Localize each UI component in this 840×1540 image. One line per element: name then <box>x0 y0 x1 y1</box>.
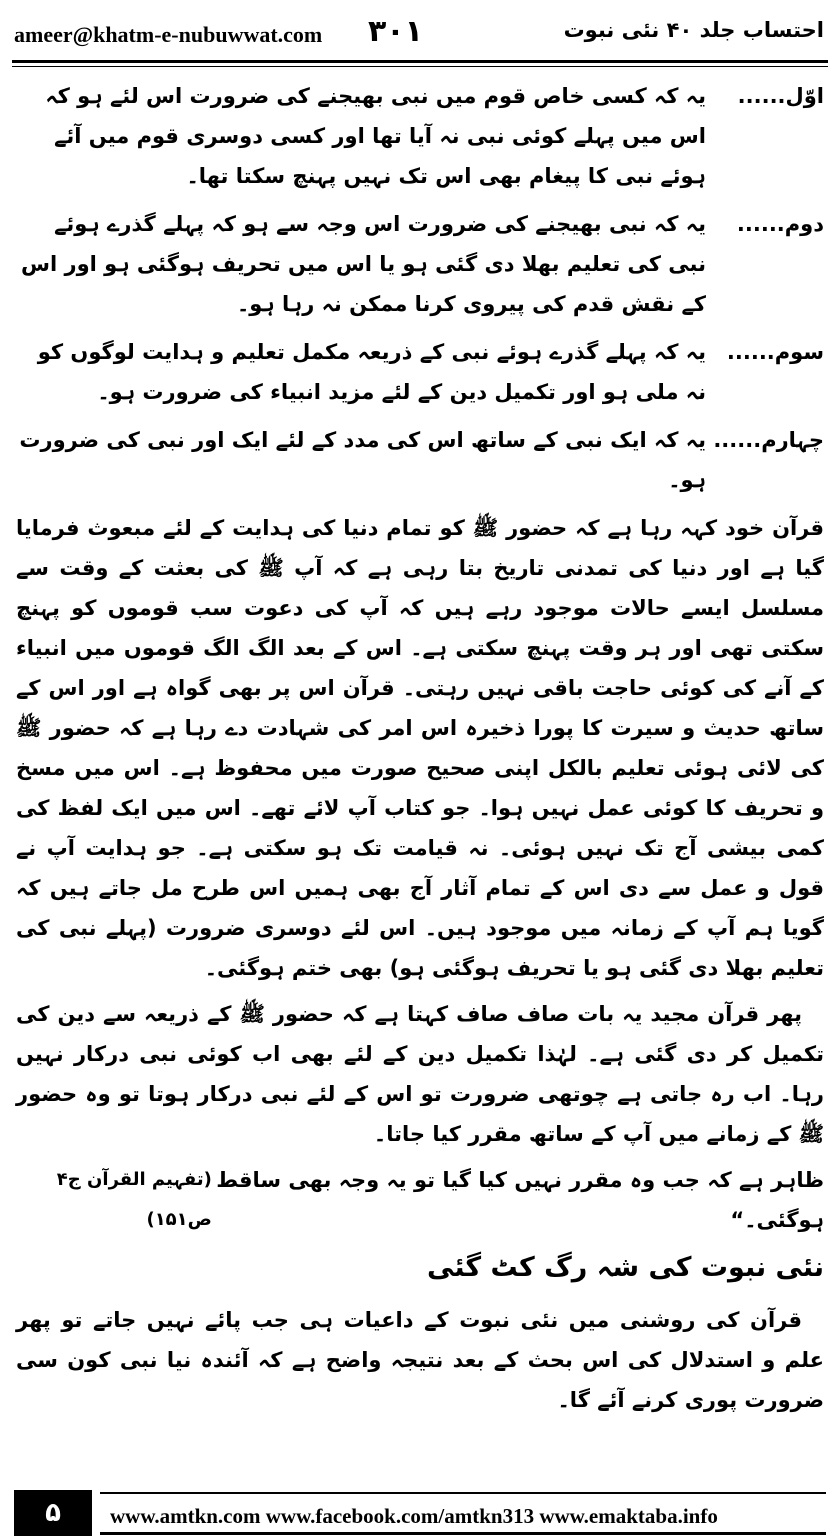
page-number: ۳۰۱ <box>368 14 423 49</box>
list-item-fourth <box>16 420 824 500</box>
paragraph-quran-argument: قرآن خود کہہ رہا ہے کہ حضور ﷺ کو تمام دنیا کی ہدایت کے لئے مبعوث فرمایا گیا ہے اور دنیا کی تمدنی تاریخ بتا رہی ہے کہ آپ ﷺ کی بعثت کے وقت سے مسلسل ایسے حالات موجود رہے ہیں کہ آپ کی دعوت سب قوموں کو پہنچ سکتی تھی اور ہر وقت پہنچ سکتی ہے۔ اس کے بعد الگ الگ قوموں میں انبیاء کے آنے کی کوئی حاجت باقی نہیں رہتی۔ قرآن اس پر بھی گواہ ہے اور اس کے ساتھ حدیث و سیرت کا پورا ذخیرہ اس امر کی شہادت دے رہا ہے کہ حضور ﷺ کی لائی ہوئی تعلیم بالکل اپنی صحیح صورت میں محفوظ ہے۔ اس میں مسخ و تحریف کا کوئی عمل نہیں ہوا۔ جو کتاب آپ لائے تھے۔ اس میں ایک لفظ کی کمی بیشی آج تک نہیں ہوئی۔ نہ قیامت تک ہو سکتی ہے۔ جو ہدایت آپ نے قول و عمل سے دی اس کے تمام آثار آج بھی ہمیں اس طرح مل جاتے ہیں کہ گویا ہم آپ کے زمانہ میں موجود ہیں۔ اس لئے دوسری ضرورت (پہلے نبی کی تعلیم بھلا دی گئی ہو یا تحریف ہوگئی ہو) بھی ختم ہوگئی۔ <box>16 516 824 980</box>
section-heading: نئی نبوت کی شہ رگ کٹ گئی <box>427 1252 824 1283</box>
item-label: اوّل...... <box>737 84 824 108</box>
page-body <box>16 76 824 1426</box>
footer-links: www.amtkn.com www.facebook.com/amtkn313 www.emaktaba.info <box>110 1504 718 1528</box>
issue-number-badge: ۵ <box>14 1490 92 1536</box>
item-label: چہارم...... <box>713 428 824 452</box>
page-footer <box>0 1490 840 1540</box>
list-item-third <box>16 332 824 412</box>
closing-quote-text: ظاہر ہے کہ جب وہ مقرر نہیں کیا گیا تو یہ وجہ بھی ساقط ہوگئی۔“ <box>216 1168 824 1232</box>
header-rule-thick <box>12 60 828 63</box>
list-item-second <box>16 204 824 324</box>
item-text: یہ کہ ایک نبی کے ساتھ اس کی مدد کے لئے ایک اور نبی کی ضرورت ہو۔ <box>19 428 706 492</box>
footer-rule-bottom <box>100 1532 826 1535</box>
item-text: یہ کہ کسی خاص قوم میں نبی بھیجنے کی ضرورت اس لئے ہو کہ اس میں پہلے کوئی نبی نہ آیا تھا اور کسی دوسری قوم میں آئے ہوئے نبی کا پیغام بھی اس تک نہیں پہنچ سکتا تھا۔ <box>45 84 706 188</box>
closing-quote-line <box>16 1160 824 1240</box>
header-email: ameer@khatm-e-nubuwwat.com <box>14 22 323 47</box>
book-title: احتساب جلد ۴۰ نئی نبوت <box>563 18 824 42</box>
item-label: دوم...... <box>736 212 824 236</box>
paragraph-completion-of-religion: پھر قرآن مجید یہ بات صاف صاف کہتا ہے کہ حضور ﷺ کے ذریعہ سے دین کی تکمیل کر دی گئی ہے۔ لہٰذا تکمیل دین کے لئے بھی اب کوئی نبی درکار نہیں رہا۔ اب رہ جاتی ہے چوتھی ضرورت تو اس کے لئے نبی درکار ہوتا تو وہ حضور ﷺ کے زمانے میں آپ کے ساتھ مقرر کیا جاتا۔ <box>16 1002 824 1146</box>
header-rule-thin <box>12 66 828 67</box>
paragraph-conclusion: قرآن کی روشنی میں نئی نبوت کے داعیات ہی جب پائے نہیں جاتے تو پھر علم و استدلال کی اس بحث کے بعد نتیجہ واضح ہے کہ آئندہ نیا نبی کون سی ضرورت پوری کرنے آئے گا۔ <box>16 1308 824 1412</box>
footer-rule-top <box>100 1492 826 1494</box>
item-text: یہ کہ پہلے گذرے ہوئے نبی کے ذریعہ مکمل تعلیم و ہدایت لوگوں کو نہ ملی ہو اور تکمیل دین کے لئے مزید انبیاء کی ضرورت ہو۔ <box>37 340 706 404</box>
item-text: یہ کہ نبی بھیجنے کی ضرورت اس وجہ سے ہو کہ پہلے گذرے ہوئے نبی کی تعلیم بھلا دی گئی ہو یا اس میں تحریف ہوگئی ہو اور اس کے نقش قدم کی پیروی کرنا ممکن نہ رہا ہو۔ <box>21 212 706 316</box>
list-item-first <box>16 76 824 196</box>
item-label: سوم...... <box>726 340 824 364</box>
page-header <box>0 0 840 62</box>
citation-reference: (تفہیم القرآن ج۴ ص۱۵۱) <box>56 1169 212 1230</box>
